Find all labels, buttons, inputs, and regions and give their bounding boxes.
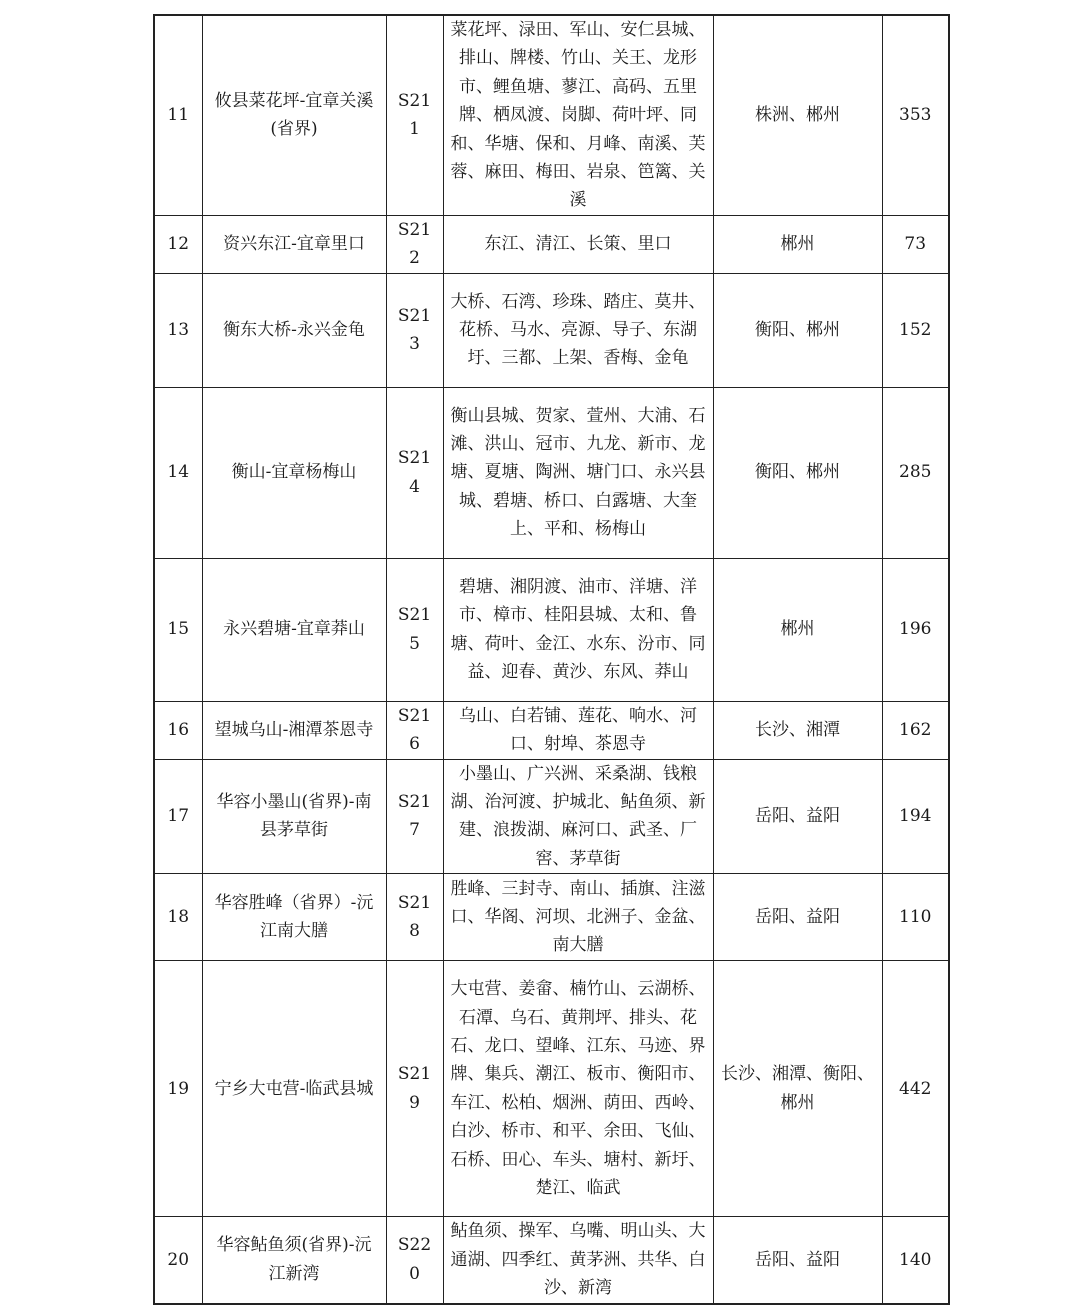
route-length: 140: [882, 1217, 949, 1304]
route-length: 162: [882, 701, 949, 759]
route-cities: 衡阳、郴州: [713, 273, 882, 387]
route-cities: 衡阳、郴州: [713, 387, 882, 558]
route-waypoints: 小墨山、广兴洲、采桑湖、钱粮湖、治河渡、护城北、鲇鱼须、新建、浪拨湖、麻河口、武圣、厂窖、茅草街: [443, 759, 713, 874]
row-number: 11: [154, 15, 202, 215]
route-code: S211: [386, 15, 443, 215]
row-number: 13: [154, 273, 202, 387]
row-number: 12: [154, 215, 202, 273]
route-code: S212: [386, 215, 443, 273]
table-row: [154, 387, 949, 558]
row-number: 17: [154, 759, 202, 874]
route-table: [153, 14, 950, 1305]
route-code: S219: [386, 961, 443, 1217]
route-code: S220: [386, 1217, 443, 1304]
route-waypoints: 碧塘、湘阴渡、油市、洋塘、洋市、樟市、桂阳县城、太和、鲁塘、荷叶、金江、水东、汾市、同益、迎春、黄沙、东风、莽山: [443, 558, 713, 701]
table-row: [154, 215, 949, 273]
row-number: 15: [154, 558, 202, 701]
table-row: [154, 961, 949, 1217]
table-row: [154, 759, 949, 874]
route-length: 110: [882, 874, 949, 961]
route-waypoints: 衡山县城、贺家、萱州、大浦、石滩、洪山、冠市、九龙、新市、龙塘、夏塘、陶洲、塘门口、永兴县城、碧塘、桥口、白露塘、大奎上、平和、杨梅山: [443, 387, 713, 558]
route-waypoints: 鲇鱼须、操军、乌嘴、明山头、大通湖、四季红、黄茅洲、共华、白沙、新湾: [443, 1217, 713, 1304]
route-code: S218: [386, 874, 443, 961]
route-name: 资兴东江-宜章里口: [202, 215, 386, 273]
route-name: 华容小墨山(省界)-南县茅草街: [202, 759, 386, 874]
route-length: 196: [882, 558, 949, 701]
route-cities: 郴州: [713, 558, 882, 701]
route-length: 73: [882, 215, 949, 273]
route-length: 194: [882, 759, 949, 874]
route-name: 衡东大桥-永兴金龟: [202, 273, 386, 387]
route-waypoints: 菜花坪、渌田、军山、安仁县城、排山、牌楼、竹山、关王、龙形市、鲤鱼塘、蓼江、高码、五里牌、栖凤渡、岗脚、荷叶坪、同和、华塘、保和、月峰、南溪、芙蓉、麻田、梅田、岩泉、笆篱、关溪: [443, 15, 713, 215]
route-code: S215: [386, 558, 443, 701]
route-cities: 长沙、湘潭、衡阳、郴州: [713, 961, 882, 1217]
row-number: 18: [154, 874, 202, 961]
table-row: [154, 1217, 949, 1304]
route-cities: 长沙、湘潭: [713, 701, 882, 759]
route-length: 442: [882, 961, 949, 1217]
route-waypoints: 乌山、白若铺、莲花、响水、河口、射埠、茶恩寺: [443, 701, 713, 759]
route-name: 望城乌山-湘潭茶恩寺: [202, 701, 386, 759]
route-name: 宁乡大屯营-临武县城: [202, 961, 386, 1217]
route-cities: 岳阳、益阳: [713, 1217, 882, 1304]
row-number: 14: [154, 387, 202, 558]
route-cities: 株洲、郴州: [713, 15, 882, 215]
table-row: [154, 15, 949, 215]
route-name: 攸县菜花坪-宜章关溪(省界): [202, 15, 386, 215]
route-code: S213: [386, 273, 443, 387]
route-cities: 岳阳、益阳: [713, 874, 882, 961]
route-code: S214: [386, 387, 443, 558]
row-number: 20: [154, 1217, 202, 1304]
row-number: 16: [154, 701, 202, 759]
table-row: [154, 273, 949, 387]
route-waypoints: 东江、清江、长策、里口: [443, 215, 713, 273]
route-code: S216: [386, 701, 443, 759]
route-code: S217: [386, 759, 443, 874]
route-length: 353: [882, 15, 949, 215]
route-waypoints: 大桥、石湾、珍珠、踏庄、莫井、花桥、马水、亮源、导子、东湖圩、三都、上架、香梅、金龟: [443, 273, 713, 387]
route-name: 衡山-宜章杨梅山: [202, 387, 386, 558]
route-waypoints: 胜峰、三封寺、南山、插旗、注滋口、华阁、河坝、北洲子、金盆、南大膳: [443, 874, 713, 961]
route-length: 285: [882, 387, 949, 558]
route-name: 华容鲇鱼须(省界)-沅江新湾: [202, 1217, 386, 1304]
route-cities: 郴州: [713, 215, 882, 273]
route-cities: 岳阳、益阳: [713, 759, 882, 874]
row-number: 19: [154, 961, 202, 1217]
route-name: 永兴碧塘-宜章莽山: [202, 558, 386, 701]
route-name: 华容胜峰（省界）-沅江南大膳: [202, 874, 386, 961]
route-waypoints: 大屯营、姜畲、楠竹山、云湖桥、石潭、乌石、黄荆坪、排头、花石、龙口、望峰、江东、马迹、界牌、集兵、潮江、板市、衡阳市、车江、松柏、烟洲、荫田、西岭、白沙、桥市、和平、余田、飞仙、石桥、田心、车头、塘村、新圩、楚江、临武: [443, 961, 713, 1217]
table-row: [154, 558, 949, 701]
route-length: 152: [882, 273, 949, 387]
table-row: [154, 701, 949, 759]
table-row: [154, 874, 949, 961]
